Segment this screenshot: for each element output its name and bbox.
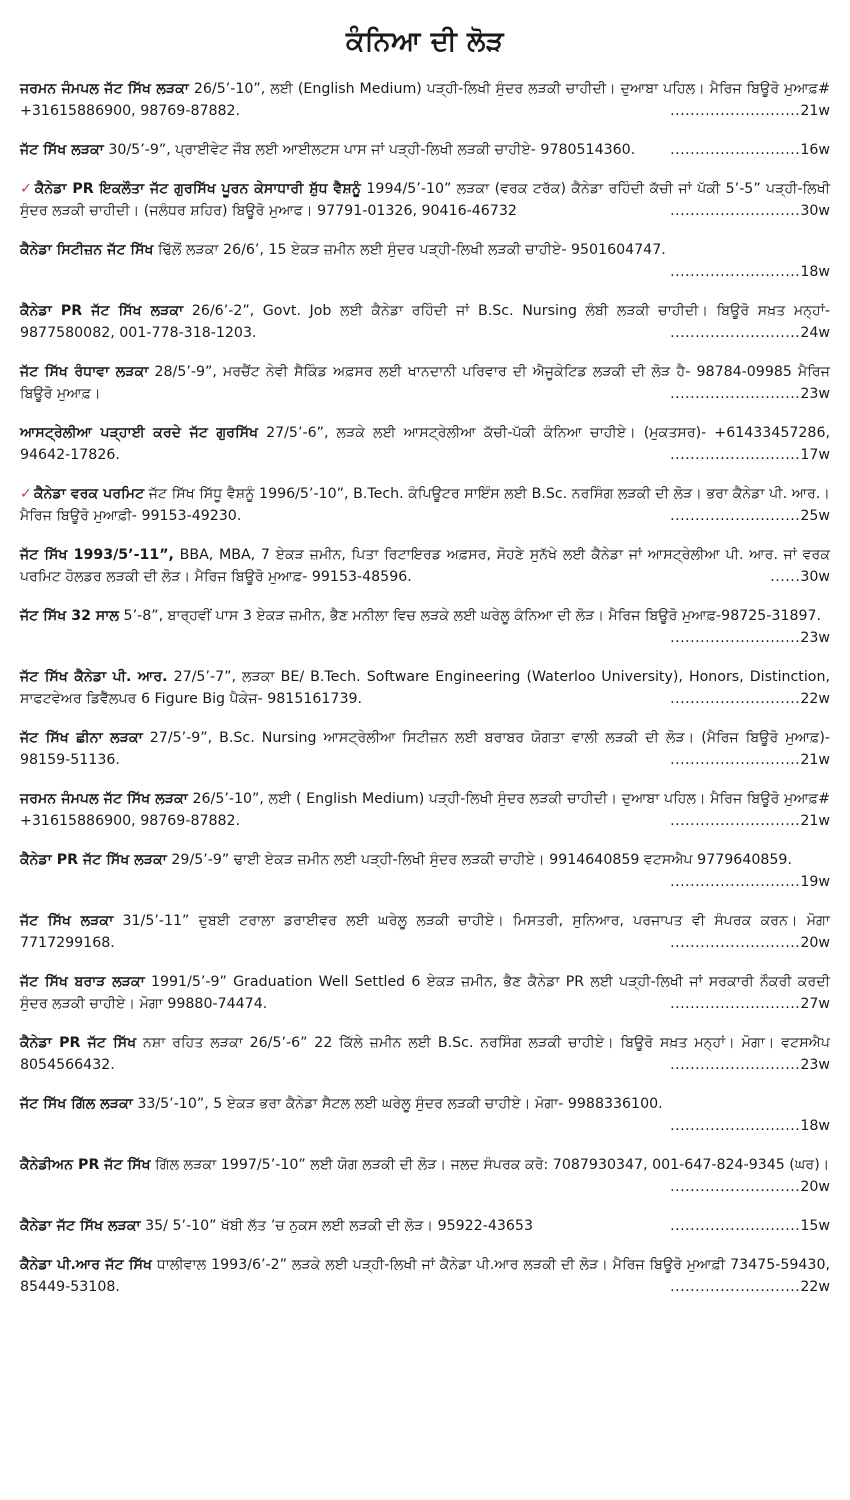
ad-heading: ਕੈਨੇਡਾ ਜੱਟ ਸਿੱਖ ਲੜਕਾ [20, 1218, 141, 1234]
ad-heading: ਜਰਮਨ ਜੰਮਪਲ ਜੱਟ ਸਿੱਖ ਲੜਕਾ [20, 791, 188, 807]
ad-code: 19w [800, 874, 830, 890]
ad-leader-dots: .......................... [670, 386, 801, 402]
ad-reference [670, 627, 830, 649]
ad-code: 21w [800, 103, 830, 119]
ad-text: ਨਸ਼ਾ ਰਹਿਤ ਲੜਕਾ 26/5’-6” 22 ਕਿੱਲੇ ਜ਼ਮੀਨ ਲਈ B.Sc. ਨਰਸਿੰਗ ਲੜਕੀ ਚਾਹੀਏ। ਬਿਊਰੋ ਸਖ਼ਤ ਮਨ੍ਹਾਂ। ਮੋਗਾ। ਵਟਸਐਪ 8054566432. [20, 1035, 830, 1073]
ad-reference [670, 444, 830, 466]
ad-heading: ਕੈਨੇਡਾ PR ਜੱਟ ਸਿੱਖ [20, 1035, 137, 1051]
ad-item [20, 1093, 830, 1137]
ad-leader-dots: .......................... [670, 447, 801, 463]
ad-heading: ਜੱਟ ਸਿੱਖ 1993/5’-11”, [20, 547, 174, 563]
ad-leader-dots: ...... [770, 569, 801, 585]
ad-item [20, 178, 830, 222]
ad-item [20, 605, 830, 649]
ad-reference [670, 505, 830, 527]
ad-item [20, 78, 830, 122]
ad-item [20, 483, 830, 527]
ad-item [20, 139, 830, 161]
ad-text: 31/5’-11” ਦੁਬਈ ਟਰਾਲਾ ਡਰਾਈਵਰ ਲਈ ਘਰੇਲੂ ਲੜਕੀ ਚਾਹੀਏ। ਮਿਸਤਰੀ, ਸੁਨਿਆਰ, ਪਰਜਾਪਤ ਵੀ ਸੰਪਰਕ ਕਰਨ। ਮੋਗਾ 7717299168. [20, 913, 830, 951]
ad-reference [670, 993, 830, 1015]
ad-leader-dots: .......................... [670, 813, 801, 829]
ad-reference [670, 1176, 830, 1198]
ad-code: 23w [800, 1057, 830, 1073]
ad-text: 33/5’-10”, 5 ਏਕੜ ਭਰਾ ਕੈਨੇਡਾ ਸੈਟਲ ਲਈ ਘਰੇਲੂ ਸੁੰਦਰ ਲੜਕੀ ਚਾਹੀਏ। ਮੋਗਾ- 9988336100. [132, 1096, 663, 1112]
ad-reference [670, 810, 830, 832]
ad-reference [670, 1276, 830, 1298]
ad-leader-dots: .......................... [670, 142, 801, 158]
ad-leader-dots: .......................... [670, 874, 801, 890]
ad-item [20, 910, 830, 954]
ad-leader-dots: .......................... [670, 691, 801, 707]
ad-leader-dots: .......................... [670, 935, 801, 951]
ad-code: 20w [800, 935, 830, 951]
ad-reference [670, 749, 830, 771]
ad-text: ਗਿੱਲ ਲੜਕਾ 1997/5’-10” ਲਈ ਯੋਗ ਲੜਕੀ ਦੀ ਲੋੜ। ਜਲਦ ਸੰਪਰਕ ਕਰੋ: 7087930347, 001-647-824-9345 (ਘਰ)। [150, 1157, 830, 1173]
ad-text: 30/5’-9”, ਪ੍ਰਾਈਵੇਟ ਜੌਬ ਲਈ ਆਈਲਟਸ ਪਾਸ ਜਾਂ ਪੜ੍ਹੀ-ਲਿਖੀ ਲੜਕੀ ਚਾਹੀਏ- 9780514360. [103, 142, 636, 158]
ad-reference [670, 871, 830, 893]
ad-code: 17w [800, 447, 830, 463]
ad-code: 27w [800, 996, 830, 1012]
ad-code: 18w [800, 1118, 830, 1134]
ad-heading: ਕੈਨੇਡਾ PR ਇਕਲੌਤਾ ਜੱਟ ਗੁਰਸਿੱਖ ਪੂਰਨ ਕੇਸਾਧਾਰੀ ਸ਼ੁੱਧ ਵੈਸ਼ਨੂੰ [34, 181, 362, 197]
ad-heading: ਜੱਟ ਸਿੱਖ ਗਿੱਲ ਲੜਕਾ [20, 1096, 133, 1112]
ad-reference [670, 261, 830, 283]
ad-text: 26/6’-2”, Govt. Job ਲਈ ਕੈਨੇਡਾ ਰਹਿੰਦੀ ਜਾਂ B.Sc. Nursing ਲੰਬੀ ਲੜਕੀ ਚਾਹੀਦੀ। ਬਿਊਰੋ ਸਖ਼ਤ ਮਨ੍ਹਾਂ- 9877580082, 001-778-318-1203. [20, 303, 830, 341]
ad-text: 27/5’-7”, ਲੜਕਾ BE/ B.Tech. Software Engineering (Waterloo University), Honors, Distinction, ਸਾਫਟਵੇਅਰ ਡਿਵੈੱਲਪਰ 6 Figure Big ਪੈਕੇਜ- 9815161739. [20, 669, 830, 707]
ad-item [20, 544, 830, 588]
ad-code: 15w [800, 1218, 830, 1234]
ad-leader-dots: .......................... [670, 1179, 801, 1195]
ad-reference [670, 932, 830, 954]
ad-heading: ਕੈਨੇਡੀਅਨ PR ਜੱਟ ਸਿੱਖ [20, 1157, 151, 1173]
ad-heading: ਜਰਮਨ ਜੰਮਪਲ ਜੱਟ ਸਿੱਖ ਲੜਕਾ [20, 81, 189, 97]
ad-code: 30w [800, 203, 830, 219]
ad-code: 21w [800, 752, 830, 768]
ad-item [20, 849, 830, 893]
ad-text: ਢਿੱਲੋਂ ਲੜਕਾ 26/6’, 15 ਏਕੜ ਜ਼ਮੀਨ ਲਈ ਸੁੰਦਰ ਪੜ੍ਹੀ-ਲਿਖੀ ਲੜਕੀ ਚਾਹੀਏ- 9501604747. [153, 242, 666, 258]
ad-item [20, 788, 830, 832]
ad-text: 35/ 5’-10” ਖੱਬੀ ਲੱਤ ’ਚ ਨੁਕਸ ਲਈ ਲੜਕੀ ਦੀ ਲੋੜ। 95922-43653 [140, 1218, 533, 1234]
ad-leader-dots: .......................... [670, 325, 801, 341]
ad-leader-dots: .......................... [670, 996, 801, 1012]
ad-text: 29/5’-9” ਢਾਈ ਏਕੜ ਜ਼ਮੀਨ ਲਈ ਪੜ੍ਹੀ-ਲਿਖੀ ਸੁੰਦਰ ਲੜਕੀ ਚਾਹੀਏ। 9914640859 ਵਟਸਐਪ 9779640859. [166, 852, 792, 868]
check-icon: ✓ [20, 181, 33, 197]
ad-heading: ਜੱਟ ਸਿੱਖ ਕੈਨੇਡਾ ਪੀ. ਆਰ. [20, 669, 168, 685]
ads-list [20, 78, 830, 1298]
ad-heading: ਕੈਨੇਡਾ ਸਿਟੀਜ਼ਨ ਜੱਟ ਸਿੱਖ [20, 242, 154, 258]
ad-heading: ਜੱਟ ਸਿੱਖ ਲੜਕਾ [20, 142, 104, 158]
ad-code: 23w [800, 630, 830, 646]
ad-text: 28/5’-9”, ਮਰਚੈਂਟ ਨੇਵੀ ਸੈਕਿੰਡ ਅਫ਼ਸਰ ਲਈ ਖਾਨਦਾਨੀ ਪਰਿਵਾਰ ਦੀ ਐਜੂਕੇਟਿਡ ਲੜਕੀ ਦੀ ਲੋੜ ਹੈ- 98784-09985 ਮੈਰਿਜ ਬਿਊਰੋ ਮੁਆਫ਼। [20, 364, 830, 402]
ad-item [20, 239, 830, 283]
ad-code: 21w [800, 813, 830, 829]
ad-code: 23w [800, 386, 830, 402]
ad-heading: ਜੱਟ ਸਿੱਖ ਛੀਨਾ ਲੜਕਾ [20, 730, 143, 746]
ad-text: 1994/5’-10” ਲੜਕਾ (ਵਰਕ ਟਰੱਕ) ਕੈਨੇਡਾ ਰਹਿੰਦੀ ਕੱਚੀ ਜਾਂ ਪੱਕੀ 5’-5” ਪੜ੍ਹੀ-ਲਿਖੀ ਸੁੰਦਰ ਲੜਕੀ ਚਾਹੀਦੀ। (ਜਲੰਧਰ ਸ਼ਹਿਰ) ਬਿਊਰੋ ਮੁਆਫ। 97791-01326, 90416-46732 [20, 181, 830, 219]
ad-item [20, 727, 830, 771]
ad-code: 18w [800, 264, 830, 280]
ad-code: 22w [800, 1279, 830, 1295]
ad-text: BBA, MBA, 7 ਏਕੜ ਜ਼ਮੀਨ, ਪਿਤਾ ਰਿਟਾਇਰਡ ਅਫ਼ਸਰ, ਸੋਹਣੇ ਸੁਨੱਖੇ ਲਈ ਕੈਨੇਡਾ ਜਾਂ ਆਸਟ੍ਰੇਲੀਆ ਪੀ. ਆਰ. ਜਾਂ ਵਰਕ ਪਰਮਿਟ ਹੋਲਡਰ ਲੜਕੀ ਦੀ ਲੋੜ। ਮੈਰਿਜ ਬਿਊਰੋ ਮੁਆਫ਼- 99153-48596. [20, 547, 830, 585]
ad-text: 5’-8”, ਬਾਰ੍ਹਵੀਂ ਪਾਸ 3 ਏਕੜ ਜ਼ਮੀਨ, ਭੈਣ ਮਨੀਲਾ ਵਿਚ ਲੜਕੇ ਲਈ ਘਰੇਲੂ ਕੰਨਿਆ ਦੀ ਲੋੜ। ਮੈਰਿਜ ਬਿਊਰੋ ਮੁਆਫ਼-98725-31897. [119, 608, 822, 624]
ad-item [20, 1154, 830, 1198]
ad-code: 25w [800, 508, 830, 524]
check-icon: ✓ [20, 486, 32, 502]
ad-heading: ਕੈਨੇਡਾ ਪੀ.ਆਰ ਜੱਟ ਸਿੱਖ [20, 1257, 153, 1273]
ad-reference [770, 566, 830, 588]
ad-leader-dots: .......................... [670, 264, 801, 280]
ad-leader-dots: .......................... [670, 203, 801, 219]
ad-item [20, 971, 830, 1015]
ad-item [20, 422, 830, 466]
ad-reference [670, 100, 830, 122]
ad-code: 24w [800, 325, 830, 341]
ad-heading: ਕੈਨੇਡਾ PR ਜੱਟ ਸਿੱਖ ਲੜਕਾ [20, 852, 167, 868]
ad-reference [670, 139, 830, 161]
ad-item [20, 361, 830, 405]
ad-reference [670, 200, 830, 222]
ad-text: ਧਾਲੀਵਾਲ 1993/6’-2” ਲੜਕੇ ਲਈ ਪੜ੍ਹੀ-ਲਿਖੀ ਜਾਂ ਕੈਨੇਡਾ ਪੀ.ਆਰ ਲੜਕੀ ਦੀ ਲੋੜ। ਮੈਰਿਜ ਬਿਊਰੋ ਮੁਆਫ਼ੀ 73475-59430, 85449-53108. [20, 1257, 830, 1295]
ad-heading: ਕੈਨੇਡਾ ਵਰਕ ਪਰਮਿਟ [33, 486, 145, 502]
ad-heading: ਜੱਟ ਸਿੱਖ ਲੜਕਾ [20, 913, 114, 929]
ad-text: 26/5’-10”, ਲਈ (English Medium) ਪੜ੍ਹੀ-ਲਿਖੀ ਸੁੰਦਰ ਲੜਕੀ ਚਾਹੀਦੀ। ਦੁਆਬਾ ਪਹਿਲ। ਮੈਰਿਜ ਬਿਊਰੋ ਮੁਆਫ਼# +31615886900, 98769-87882. [20, 81, 830, 119]
ad-code: 22w [800, 691, 830, 707]
ad-leader-dots: .......................... [670, 1118, 801, 1134]
ad-leader-dots: .......................... [670, 752, 801, 768]
ad-reference [670, 688, 830, 710]
ad-heading: ਜੱਟ ਸਿੱਖ ਬਰਾੜ ਲੜਕਾ [20, 974, 145, 990]
ad-leader-dots: .......................... [670, 1057, 801, 1073]
ad-leader-dots: .......................... [670, 1279, 801, 1295]
ad-text: 27/5’-9”, B.Sc. Nursing ਆਸਟ੍ਰੇਲੀਆ ਸਿਟੀਜ਼ਨ ਲਈ ਬਰਾਬਰ ਯੋਗਤਾ ਵਾਲੀ ਲੜਕੀ ਦੀ ਲੋੜ। (ਮੈਰਿਜ ਬਿਊਰੋ ਮੁਆਫ਼)- 98159-51136. [20, 730, 830, 768]
ad-item [20, 1215, 830, 1237]
ad-code: 30w [800, 569, 830, 585]
ad-reference [670, 383, 830, 405]
ad-reference [670, 1115, 830, 1137]
ad-code: 16w [800, 142, 830, 158]
ad-text: 27/5’-6”, ਲੜਕੇ ਲਈ ਆਸਟ੍ਰੇਲੀਆ ਕੱਚੀ-ਪੱਕੀ ਕੰਨਿਆ ਚਾਹੀਏ। (ਮੁਕਤਸਰ)- +61433457286, 94642-17826. [20, 425, 830, 463]
ad-heading: ਕੈਨੇਡਾ PR ਜੱਟ ਸਿੱਖ ਲੜਕਾ [20, 303, 184, 319]
ad-heading: ਜੱਟ ਸਿੱਖ 32 ਸਾਲ [20, 608, 120, 624]
page-title: ਕੰਨਿਆ ਦੀ ਲੋੜ [345, 26, 505, 57]
ad-text: 26/5’-10”, ਲਈ ( English Medium) ਪੜ੍ਹੀ-ਲਿਖੀ ਸੁੰਦਰ ਲੜਕੀ ਚਾਹੀਦੀ। ਦੁਆਬਾ ਪਹਿਲ। ਮੈਰਿਜ ਬਿਊਰੋ ਮੁਆਫ਼# +31615886900, 98769-87882. [20, 791, 830, 829]
ad-leader-dots: .......................... [670, 508, 801, 524]
ad-heading: ਆਸਟ੍ਰੇਲੀਆ ਪੜ੍ਹਾਈ ਕਰਦੇ ਜੱਟ ਗੁਰਸਿੱਖ [20, 425, 259, 441]
ad-reference [670, 1215, 830, 1237]
ad-item [20, 300, 830, 344]
ad-reference [670, 322, 830, 344]
ad-reference [670, 1054, 830, 1076]
ad-item [20, 666, 830, 710]
ad-heading: ਜੱਟ ਸਿੱਖ ਰੰਧਾਵਾ ਲੜਕਾ [20, 364, 149, 380]
ad-item [20, 1254, 830, 1298]
ad-leader-dots: .......................... [670, 630, 801, 646]
ad-leader-dots: .......................... [670, 103, 801, 119]
ad-text: ਜੱਟ ਸਿੱਖ ਸਿੱਧੂ ਵੈਸ਼ਨੂੰ 1996/5’-10”, B.Tech. ਕੰਪਿਊਟਰ ਸਾਇੰਸ ਲਈ B.Sc. ਨਰਸਿੰਗ ਲੜਕੀ ਦੀ ਲੋੜ। ਭਰਾ ਕੈਨੇਡਾ ਪੀ. ਆਰ.। ਮੈਰਿਜ ਬਿਊਰੋ ਮੁਆਫ਼ੀ- 99153-49230. [20, 486, 830, 524]
ad-leader-dots: .......................... [670, 1218, 801, 1234]
ad-text: 1991/5’-9” Graduation Well Settled 6 ਏਕੜ ਜ਼ਮੀਨ, ਭੈਣ ਕੈਨੇਡਾ PR ਲਈ ਪੜ੍ਹੀ-ਲਿਖੀ ਜਾਂ ਸਰਕਾਰੀ ਨੌਕਰੀ ਕਰਦੀ ਸੁੰਦਰ ਲੜਕੀ ਚਾਹੀਏ। ਮੋਗਾ 99880-74474. [20, 974, 830, 1012]
ad-code: 20w [800, 1179, 830, 1195]
ad-item [20, 1032, 830, 1076]
